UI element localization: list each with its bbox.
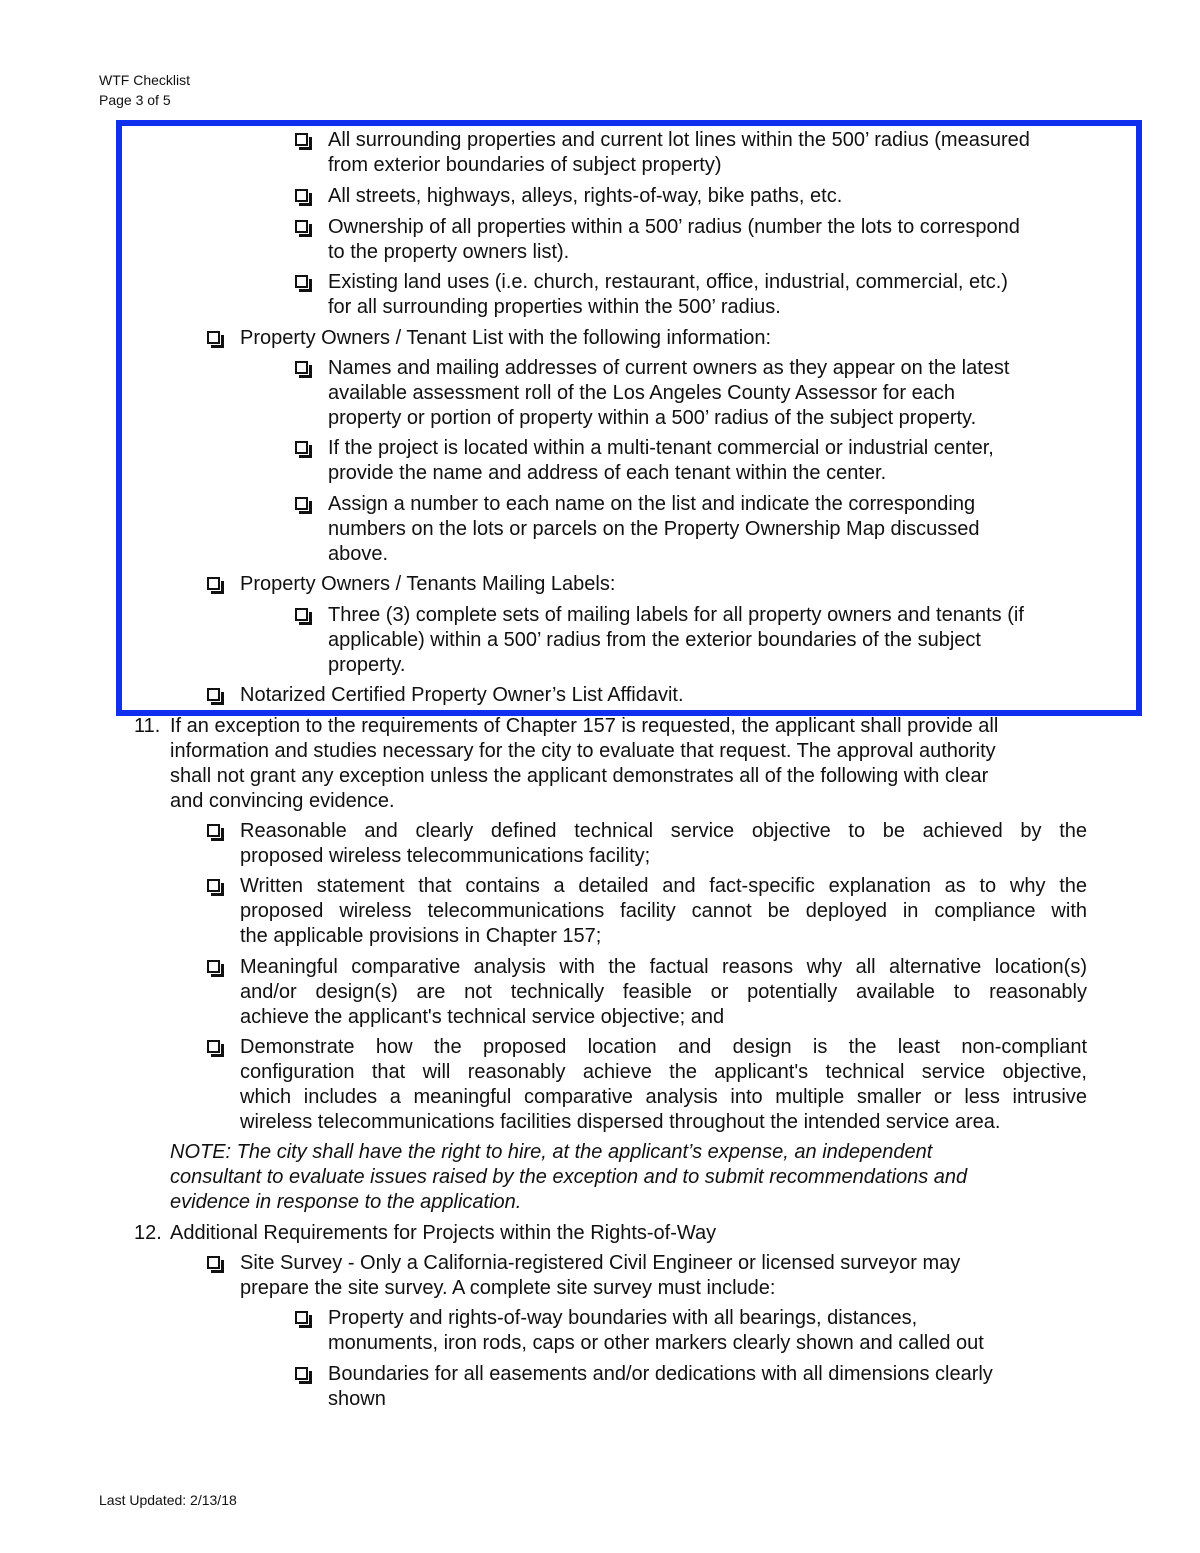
list-item-text: Site Survey - Only a California-registered Civil Engineer or licensed surveyor may: [240, 1252, 961, 1274]
header-title: WTF Checklist: [99, 72, 190, 88]
note-text: consultant to evaluate issues raised by the exception and to submit recommendations and: [170, 1166, 968, 1188]
checkbox[interactable]: [207, 824, 220, 837]
paragraph-text: If an exception to the requirements of Chapter 157 is requested, the applicant shall provide all: [170, 715, 999, 737]
checkbox[interactable]: [295, 1367, 308, 1380]
page-number: Page 3 of 5: [99, 92, 171, 108]
list-item-text: provide the name and address of each tenant within the center.: [328, 462, 887, 484]
list-item-text: Property Owners / Tenant List with the following information:: [240, 327, 771, 349]
checkbox[interactable]: [295, 361, 308, 374]
list-item-text: Three (3) complete sets of mailing labels for all property owners and tenants (if: [328, 604, 1024, 626]
list-item-text: Reasonable and clearly defined technical service objective to be achieved by the: [240, 820, 1087, 842]
checkbox[interactable]: [295, 497, 308, 510]
checkbox[interactable]: [295, 1311, 308, 1324]
list-item-text: Notarized Certified Property Owner’s List Affidavit.: [240, 684, 684, 706]
list-item-text: All streets, highways, alleys, rights-of-way, bike paths, etc.: [328, 185, 843, 207]
list-item-text: shown: [328, 1388, 386, 1410]
list-item-text: which includes a meaningful comparative analysis into multiple smaller or less intrusive: [240, 1086, 1087, 1108]
list-item-text: achieve the applicant's technical service objective; and: [240, 1006, 725, 1028]
list-item-text: Names and mailing addresses of current owners as they appear on the latest: [328, 357, 1010, 379]
list-item-text: Demonstrate how the proposed location and design is the least non-compliant: [240, 1036, 1087, 1058]
list-item-text: prepare the site survey. A complete site survey must include:: [240, 1277, 776, 1299]
checkbox[interactable]: [295, 189, 308, 202]
list-item-text: for all surrounding properties within the 500’ radius.: [328, 296, 781, 318]
list-item-text: Written statement that contains a detailed and fact-specific explanation as to why the: [240, 875, 1087, 897]
list-item-text: Property Owners / Tenants Mailing Labels:: [240, 573, 616, 595]
list-item-text: configuration that will reasonably achieve the applicant's technical service objective,: [240, 1061, 1087, 1083]
list-item-text: proposed wireless telecommunications facility;: [240, 845, 651, 867]
checkbox[interactable]: [207, 1040, 220, 1053]
note-text: NOTE: The city shall have the right to hire, at the applicant’s expense, an independent: [170, 1141, 933, 1163]
list-item-text: and/or design(s) are not technically feasible or potentially available to reasonably: [240, 981, 1087, 1003]
checkbox[interactable]: [207, 688, 220, 701]
list-item-text: Existing land uses (i.e. church, restaurant, office, industrial, commercial, etc.): [328, 271, 1008, 293]
list-item-text: monuments, iron rods, caps or other markers clearly shown and called out: [328, 1332, 984, 1354]
list-item-text: above.: [328, 543, 389, 565]
list-item-text: to the property owners list).: [328, 241, 570, 263]
list-item-text: numbers on the lots or parcels on the Property Ownership Map discussed: [328, 518, 980, 540]
list-item-text: Assign a number to each name on the list and indicate the corresponding: [328, 493, 976, 515]
list-item-text: Ownership of all properties within a 500’ radius (number the lots to correspond: [328, 216, 1020, 238]
footer-last-updated: Last Updated: 2/13/18: [99, 1492, 237, 1508]
list-item-text: Boundaries for all easements and/or dedications with all dimensions clearly: [328, 1363, 993, 1385]
list-item-text: available assessment roll of the Los Angeles County Assessor for each: [328, 382, 956, 404]
item-number: 12.: [134, 1222, 162, 1244]
list-item-text: property.: [328, 654, 406, 676]
item-number: 11.: [134, 715, 161, 737]
list-item-text: All surrounding properties and current lot lines within the 500’ radius (measured: [328, 129, 1030, 151]
paragraph-text: shall not grant any exception unless the applicant demonstrates all of the following with clear: [170, 765, 989, 787]
checkbox[interactable]: [207, 577, 220, 590]
checkbox[interactable]: [295, 133, 308, 146]
paragraph-text: information and studies necessary for the city to evaluate that request. The approval authority: [170, 740, 996, 762]
list-item-text: proposed wireless telecommunications facility cannot be deployed in compliance with: [240, 900, 1087, 922]
list-item-text: the applicable provisions in Chapter 157;: [240, 925, 602, 947]
checkbox[interactable]: [207, 879, 220, 892]
checkbox[interactable]: [207, 1256, 220, 1269]
list-item-text: from exterior boundaries of subject property): [328, 154, 722, 176]
list-item-text: Meaningful comparative analysis with the factual reasons why all alternative location(s): [240, 956, 1087, 978]
list-item-text: Property and rights-of-way boundaries with all bearings, distances,: [328, 1307, 918, 1329]
checkbox[interactable]: [295, 220, 308, 233]
list-item-text: property or portion of property within a 500’ radius of the subject property.: [328, 407, 977, 429]
list-item-text: applicable) within a 500’ radius from the exterior boundaries of the subject: [328, 629, 981, 651]
checkbox[interactable]: [207, 960, 220, 973]
note-text: evidence in response to the application.: [170, 1191, 522, 1213]
checkbox[interactable]: [207, 331, 220, 344]
list-item-text: wireless telecommunications facilities dispersed throughout the intended service area.: [240, 1111, 1001, 1133]
paragraph-text: and convincing evidence.: [170, 790, 395, 812]
list-item-text: If the project is located within a multi-tenant commercial or industrial center,: [328, 437, 994, 459]
checkbox[interactable]: [295, 608, 308, 621]
paragraph-text: Additional Requirements for Projects within the Rights-of-Way: [170, 1222, 717, 1244]
checkbox[interactable]: [295, 441, 308, 454]
checkbox[interactable]: [295, 275, 308, 288]
